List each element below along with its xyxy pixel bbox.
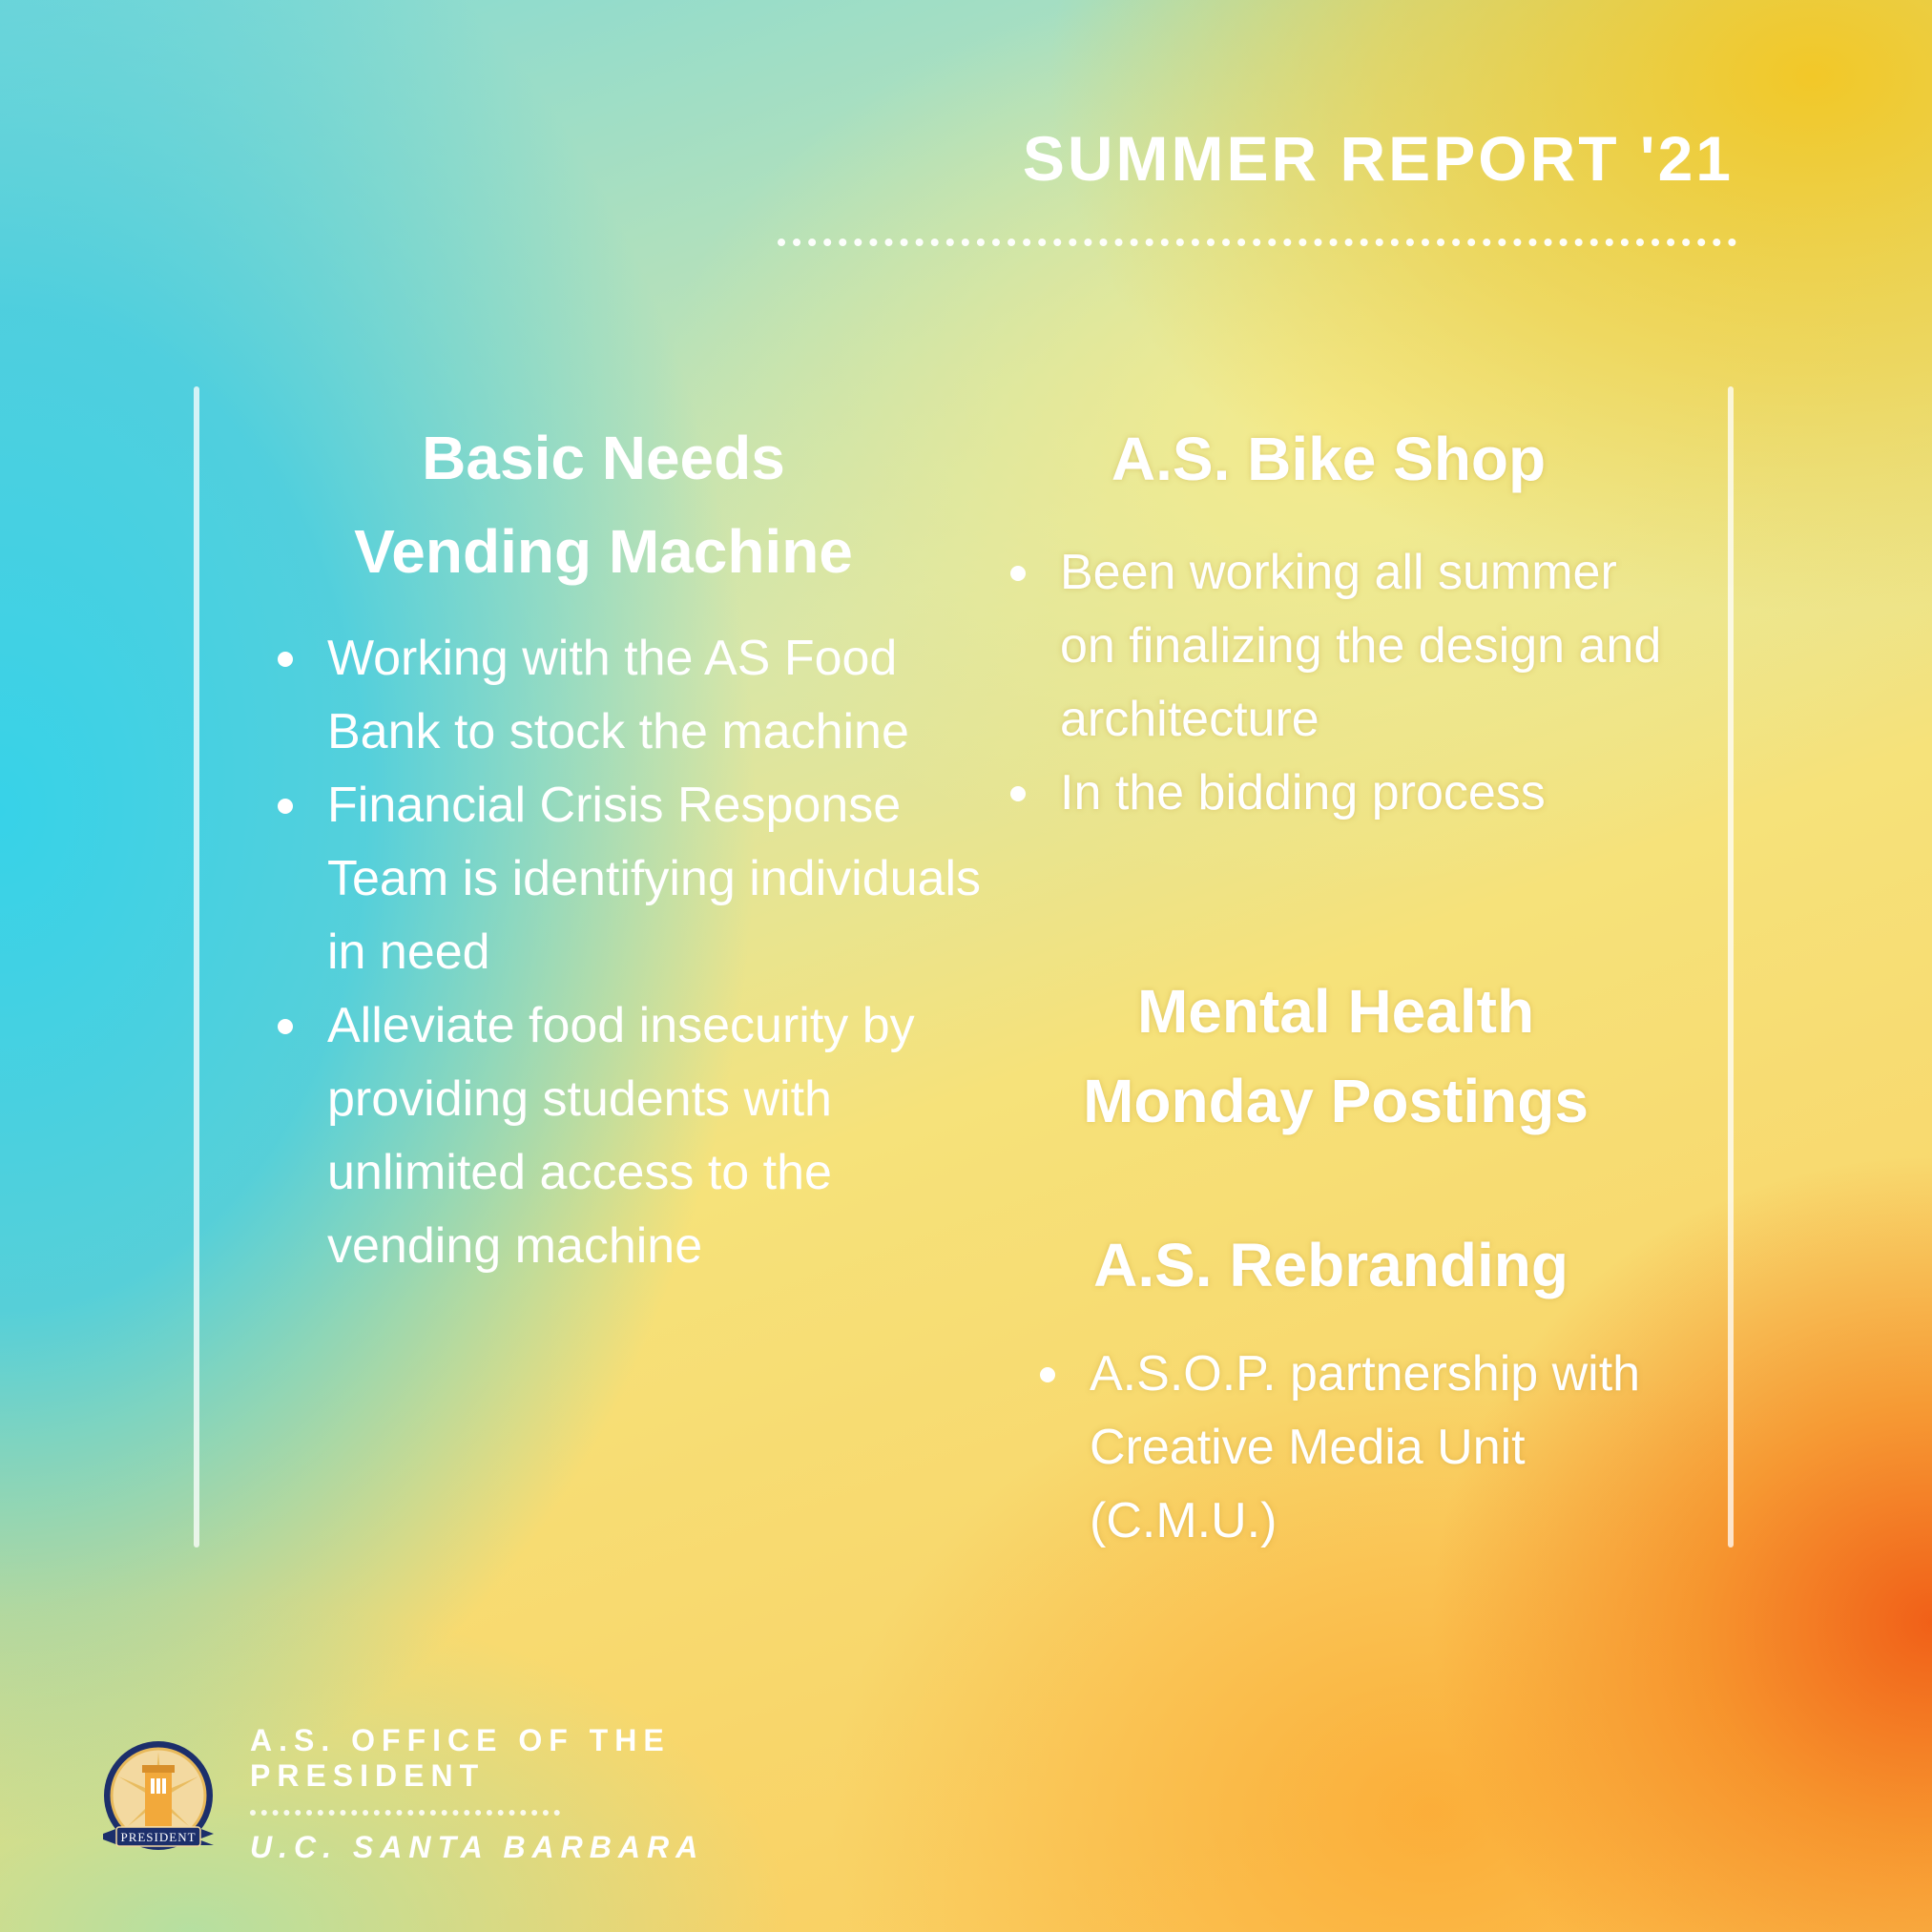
president-seal-icon bbox=[99, 1738, 218, 1860]
mental-health-heading-line1: Mental Health bbox=[1136, 977, 1535, 1046]
list-item: In the bidding process bbox=[1010, 757, 1669, 830]
org-name-line1: A.S. OFFICE OF THE bbox=[250, 1723, 671, 1757]
basic-needs-bullets bbox=[278, 622, 984, 1283]
rebranding-bullets bbox=[1040, 1338, 1651, 1558]
bike-shop-heading: A.S. Bike Shop bbox=[1111, 425, 1547, 493]
bike-shop-bullets bbox=[1010, 536, 1669, 830]
page-title: SUMMER REPORT '21 bbox=[1022, 123, 1734, 194]
svg-text:PRESIDENT: PRESIDENT bbox=[120, 1830, 197, 1844]
left-vertical-divider bbox=[194, 386, 199, 1548]
rebranding-heading: A.S. Rebranding bbox=[1093, 1231, 1568, 1299]
list-item: Been working all summer on finalizing the design and architecture bbox=[1010, 536, 1669, 757]
list-item: A.S.O.P. partnership with Creative Media Unit (C.M.U.) bbox=[1040, 1338, 1651, 1558]
basic-needs-heading-line1: Basic Needs bbox=[422, 424, 785, 492]
list-item: Alleviate food insecurity by providing students with unlimited access to the vending machine bbox=[278, 989, 984, 1283]
list-item: Working with the AS Food Bank to stock the machine bbox=[278, 622, 984, 769]
list-item: Financial Crisis Response Team is identifying individuals in need bbox=[278, 769, 984, 989]
right-vertical-divider bbox=[1728, 386, 1734, 1548]
mental-health-heading-line2: Monday Postings bbox=[1083, 1067, 1589, 1135]
footer-dotted-divider bbox=[250, 1810, 560, 1816]
title-dotted-divider bbox=[778, 239, 1736, 246]
org-name-line2: PRESIDENT bbox=[250, 1758, 486, 1793]
campus-name: U.C. SANTA BARBARA bbox=[250, 1830, 705, 1864]
basic-needs-heading-line2: Vending Machine bbox=[354, 517, 853, 586]
